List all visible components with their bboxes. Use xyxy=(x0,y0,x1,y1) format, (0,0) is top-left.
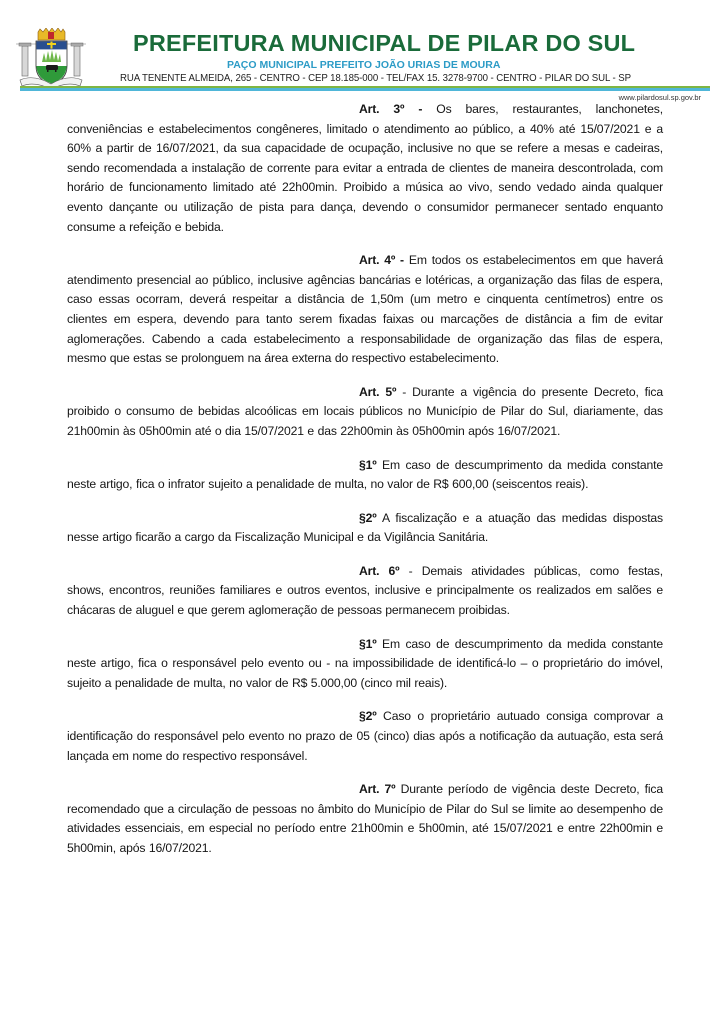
paragraph-text: Em caso de descumprimento da medida constante neste artigo, fica o infrator sujeito a penalidade de multa, no valor de R$ 600,00 (seiscentos reais). xyxy=(67,457,663,492)
article-6-paragraph-2 xyxy=(67,707,663,766)
palace-subtitle: PAÇO MUNICIPAL PREFEITO JOÃO URIAS DE MOURA xyxy=(227,59,501,71)
article-6 xyxy=(67,562,663,621)
article-label: Art. 6º xyxy=(359,563,400,578)
article-6-paragraph-1 xyxy=(67,635,663,694)
paragraph-text: Em caso de descumprimento da medida constante neste artigo, fica o responsável pelo evento ou - na impossibilidade de identificá-lo – o proprietário do imóvel, sujeito a penalidade de multa, no valor de R$ 5.000,00 (cinco mil reais). xyxy=(67,636,663,690)
article-5-paragraph-2 xyxy=(67,509,663,548)
article-text: - Demais atividades públicas, como festas, shows, encontros, reuniões familiares e outros eventos, inclusive e principalmente os realizados em salões e chácaras de aluguel e que gerem aglomeração de pessoas permanecem proibidas. xyxy=(67,563,663,618)
coat-of-arms-icon xyxy=(16,28,86,90)
article-7 xyxy=(67,780,663,858)
paragraph-text: A fiscalização e a atuação das medidas dispostas nesse artigo ficarão a cargo da Fiscalização Municipal e da Vigilância Sanitária. xyxy=(67,510,663,545)
article-label: Art. 5º xyxy=(359,384,397,399)
paragraph-label: §1º xyxy=(359,636,377,651)
decree-body xyxy=(67,100,663,873)
article-text: - Durante a vigência do presente Decreto, fica proibido o consumo de bebidas alcoólicas em locais públicos no Município de Pilar do Sul, diariamente, das 21h00min às 05h00min até o dia 15/07/2021 e das 22h00min às 05h00min após 16/07/2021. xyxy=(67,384,664,438)
header-divider-blue xyxy=(20,88,710,91)
article-5-paragraph-1 xyxy=(67,456,663,495)
letterhead xyxy=(0,0,724,100)
article-label: Art. 3º - xyxy=(359,102,423,116)
article-4 xyxy=(67,251,663,369)
article-text: Durante período de vigência deste Decreto, fica recomendado que a circulação de pessoas no âmbito do Município de Pilar do Sul se limite ao desempenho de atividades essenciais, em especial no período entre 21h00min e 5h00min, até 15/07/2021 e entre 22h00min e 5h00min, após 16/07/2021. xyxy=(67,782,664,855)
article-label: Art. 4º - xyxy=(359,253,404,268)
paragraph-text: Caso o proprietário autuado consiga comprovar a identificação do responsável pelo evento no prazo de 05 (cinco) dias após a notificação da autuação, esta será lançada em nome do respectivo responsável. xyxy=(67,709,663,763)
article-3 xyxy=(67,100,663,237)
address-line: RUA TENENTE ALMEIDA, 265 - CENTRO - CEP 18.185-000 - TEL/FAX 15. 3278-9700 - CENTRO - PILAR DO SUL - SP xyxy=(120,72,631,84)
paragraph-label: §2º xyxy=(359,510,377,525)
municipality-title: PREFEITURA MUNICIPAL DE PILAR DO SUL xyxy=(133,30,636,56)
article-5 xyxy=(67,383,663,442)
paragraph-label: §1º xyxy=(359,457,377,472)
article-text: Em todos os estabelecimentos em que haverá atendimento presencial ao público, inclusive agências bancárias e lotéricas, a organização das filas de espera, caso essas ocorram, deverá respeitar a distância de 1,50m (um metro e cinquenta centímetros) entre os clientes em espera, devendo para tanto serem fixadas faixas ou marcações de distância a fim de evitar aglomerações. Cabendo a cada estabelecimento a responsabilidade de organização das filas de espera, mesmo que estas se prolonguem na área externa do respectivo estabelecimento. xyxy=(67,253,663,366)
paragraph-label: §2º xyxy=(359,709,377,724)
article-label: Art. 7º xyxy=(359,782,396,797)
article-text: Os bares, restaurantes, lanchonetes, conveniências e estabelecimentos congêneres, limitado o atendimento ao público, a 40% até 15/07/2021 e a 60% a partir de 16/07/2021, da sua capacidade de ocupação, inclusive no que se refere a mesas e cadeiras, sendo recomendada a instalação de corrente para evitar a entrada de clientes de maneira descontrolada, com horário de funcionamento limitado até 22h00min. Proibido a música ao vivo, sendo vedado ainda qualquer evento dançante ou utilização de pista para dança, devendo o consumidor permanecer sentado enquanto consume a refeição e bebida. xyxy=(67,102,663,234)
website-link[interactable]: www.pilardosul.sp.gov.br xyxy=(618,93,701,102)
